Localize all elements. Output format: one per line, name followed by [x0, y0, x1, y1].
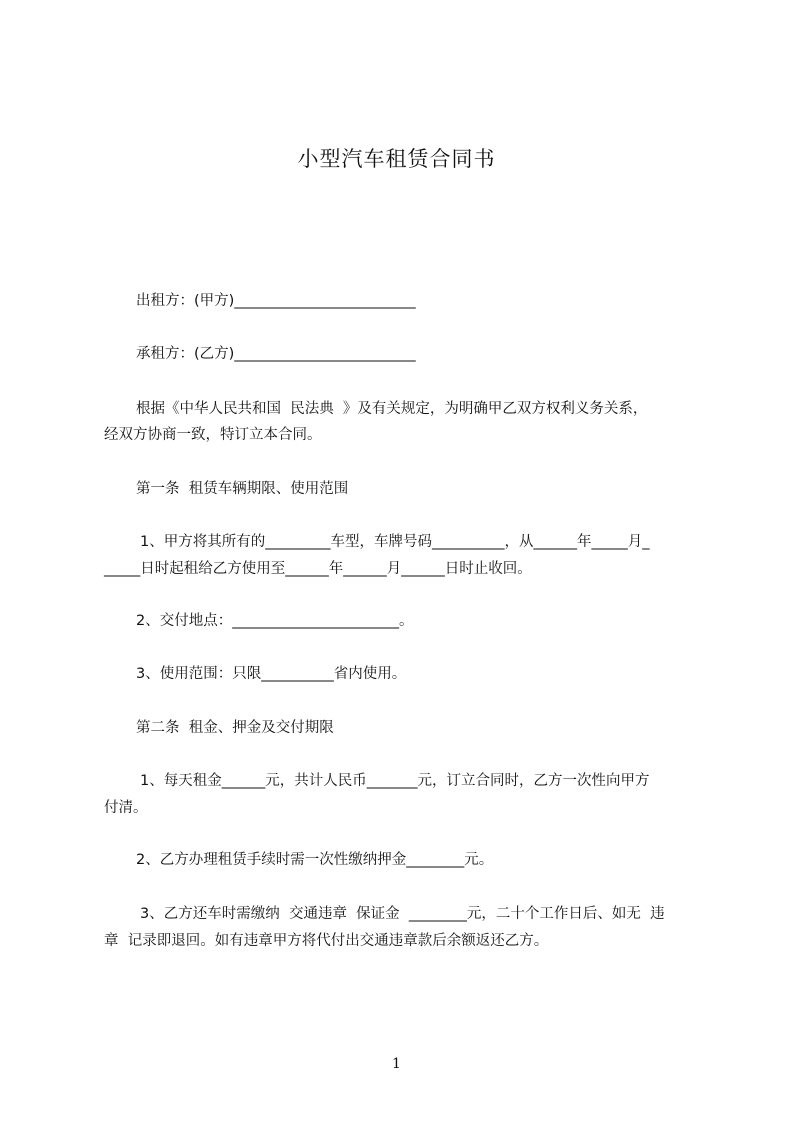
lessor-line: 出租方：(甲方)_________________________ [136, 293, 416, 309]
lessee-line: 承租方：(乙方)_________________________ [136, 346, 416, 362]
article-1-heading: 第一条 租赁车辆期限、使用范围 [136, 481, 349, 497]
article-2-clause-3-line-1: 3、乙方还车时需缴纳 交通违章 保证金 ________元，二十个工作日后、如无 违 [140, 906, 665, 922]
preamble-line-1: 根据《中华人民共和国 民法典 》及有关规定，为明确甲乙双方权利义务关系， [136, 401, 648, 417]
document-title: 小型汽车租赁合同书 [297, 147, 496, 171]
article-1-clause-2: 2、交付地点：_______________________。 [136, 613, 414, 629]
page-number: 1 [392, 1056, 401, 1072]
article-2-clause-1-line-1: 1、每天租金______元，共计人民币_______元，订立合同时，乙方一次性向甲方 [140, 773, 650, 789]
article-2-heading: 第二条 租金、押金及交付期限 [136, 720, 334, 736]
article-2-clause-3-line-2: 章 记录即退回。如有违章甲方将代付出交通违章款后余额返还乙方。 [104, 933, 549, 949]
article-1-clause-1-line-2: _____日时起租给乙方使用至______年______月______日时止收回。 [104, 561, 532, 577]
article-2-clause-2: 2、乙方办理租赁手续时需一次性缴纳押金________元。 [136, 852, 494, 868]
preamble-line-2: 经双方协商一致，特订立本合同。 [104, 427, 322, 443]
article-2-clause-1-line-2: 付清。 [104, 800, 148, 816]
article-1-clause-1-line-1: 1、甲方将其所有的_________车型，车牌号码__________，从______年_____月_ [140, 534, 650, 550]
article-1-clause-3: 3、使用范围：只限__________省内使用。 [136, 666, 407, 682]
